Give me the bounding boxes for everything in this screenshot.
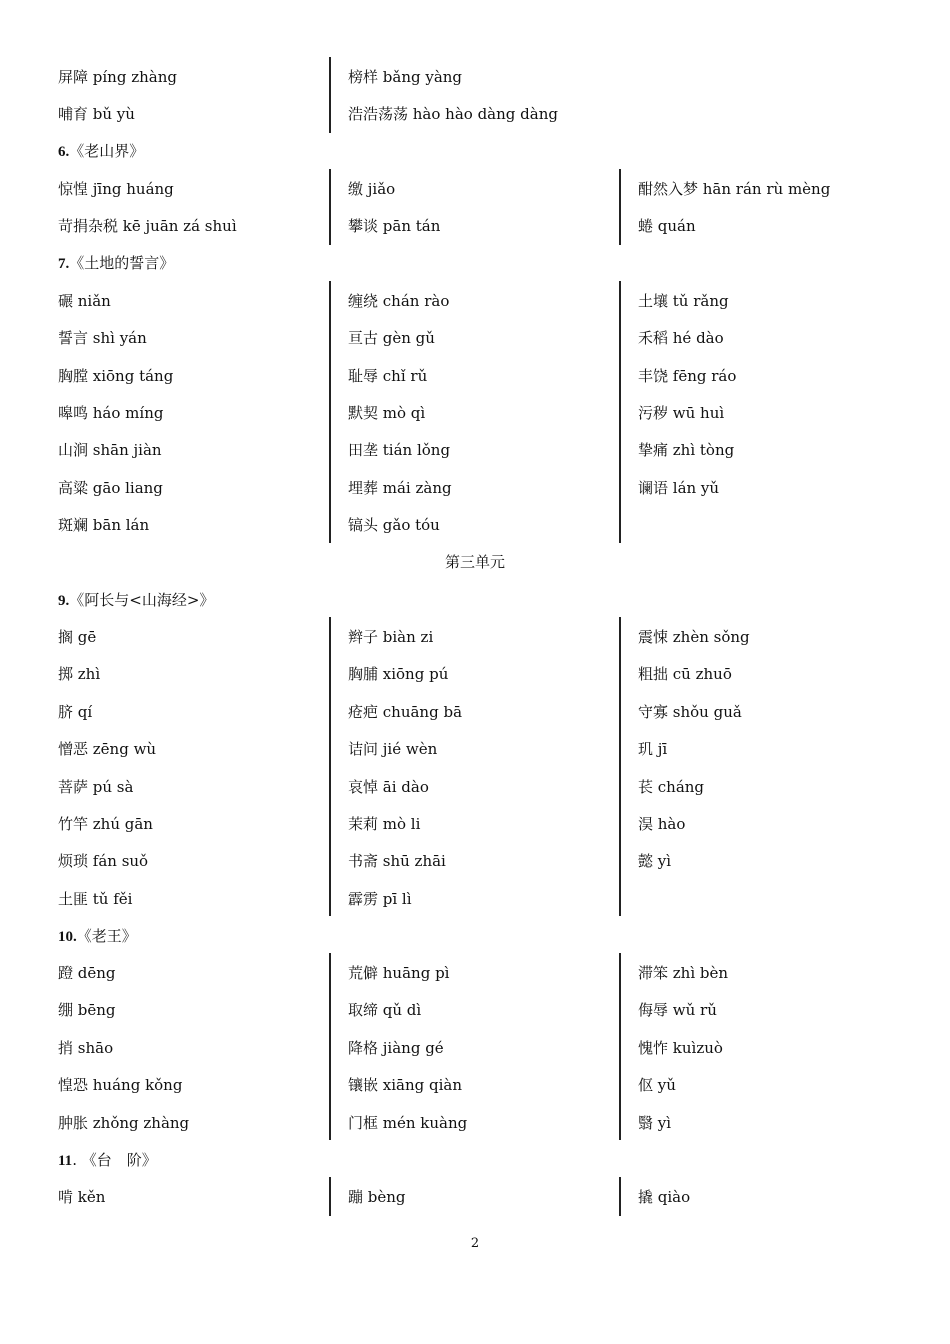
- column-divider: [619, 169, 621, 245]
- vocab-item: 高粱 gāo liang: [58, 479, 163, 497]
- unit-title: 第三单元: [444, 553, 505, 571]
- vocab-item: 霹雳 pī lì: [348, 890, 412, 908]
- vocab-item: 耻辱 chǐ rǔ: [348, 367, 428, 385]
- vocab-item: 禾稻 hé dào: [638, 329, 724, 347]
- vocab-item: 污秽 wū huì: [638, 404, 725, 422]
- lesson-number: 6.: [58, 144, 70, 160]
- vocab-item: 镶嵌 xiāng qiàn: [348, 1076, 463, 1094]
- vocab-item: 菩萨 pú sà: [58, 778, 134, 796]
- vocab-item: 竹竿 zhú gān: [58, 815, 153, 833]
- vocab-item: 荒僻 huāng pì: [348, 964, 450, 982]
- lesson-title: 《土地的誓言》: [69, 254, 175, 272]
- vocab-item: 苌 cháng: [638, 778, 705, 796]
- vocab-item: 攀谈 pān tán: [348, 217, 441, 235]
- vocab-item: 守寡 shǒu guǎ: [638, 703, 742, 721]
- lesson-number: 10.: [58, 929, 77, 945]
- lesson-title: 《老山界》: [69, 142, 145, 160]
- vocab-item: 烦琐 fán suǒ: [58, 852, 149, 870]
- vocab-item: 榜样 bǎng yàng: [348, 68, 463, 86]
- lesson-number: 7.: [58, 256, 70, 272]
- lesson-title: 《老王》: [76, 927, 137, 945]
- vocab-item: 苛捐杂税 kē juān zá shuì: [58, 217, 237, 235]
- vocab-item: 碾 niǎn: [58, 292, 111, 310]
- column-divider: [329, 953, 331, 1140]
- vocab-item: 蜷 quán: [638, 217, 696, 235]
- vocab-item: 辫子 biàn zi: [348, 628, 434, 646]
- lesson-heading: [58, 253, 174, 274]
- lesson-heading: [58, 1150, 157, 1171]
- lesson-heading: [58, 926, 137, 947]
- vocab-item: 降格 jiàng gé: [348, 1039, 444, 1057]
- lesson-number: 9.: [58, 593, 70, 609]
- vocab-item: 伛 yǔ: [638, 1076, 676, 1094]
- column-divider: [619, 281, 621, 543]
- vocab-item: 憎恶 zēng wù: [58, 740, 157, 758]
- vocab-item: 侮辱 wǔ rǔ: [638, 1001, 717, 1019]
- vocab-item: 土壤 tǔ rǎng: [638, 292, 729, 310]
- vocab-item: 震悚 zhèn sǒng: [638, 628, 750, 646]
- vocab-item: 斑斓 bān lán: [58, 516, 150, 534]
- column-divider: [329, 169, 331, 245]
- vocab-item: 誓言 shì yán: [58, 329, 147, 347]
- vocab-item: 粗拙 cū zhuō: [638, 665, 732, 683]
- vocab-item: 掷 zhì: [58, 665, 101, 683]
- vocab-item: 茉莉 mò li: [348, 815, 421, 833]
- vocab-item: 丰饶 fēng ráo: [638, 367, 737, 385]
- lesson-number: 11: [58, 1153, 73, 1169]
- column-divider: [619, 953, 621, 1140]
- column-divider: [329, 281, 331, 543]
- vocab-item: 脐 qí: [58, 703, 93, 721]
- vocab-item: 屏障 píng zhàng: [58, 68, 177, 86]
- vocab-item: 蹬 dēng: [58, 964, 116, 982]
- vocab-item: 缴 jiǎo: [348, 180, 396, 198]
- vocab-item: 懿 yì: [638, 852, 672, 870]
- lesson-heading: [58, 141, 144, 162]
- vocab-item: 哺育 bǔ yù: [58, 105, 135, 123]
- vocab-item: 胸膛 xiōng táng: [58, 367, 174, 385]
- vocab-item: 惊惶 jīng huáng: [58, 180, 174, 198]
- vocab-item: 门框 mén kuàng: [348, 1114, 468, 1132]
- vocab-item: 搁 gē: [58, 628, 97, 646]
- column-divider: [619, 617, 621, 916]
- vocab-item: 胸脯 xiōng pú: [348, 665, 449, 683]
- column-divider: [329, 617, 331, 916]
- vocab-item: 捎 shāo: [58, 1039, 114, 1057]
- vocab-item: 挚痛 zhì tòng: [638, 441, 735, 459]
- vocab-item: 亘古 gèn gǔ: [348, 329, 435, 347]
- vocab-item: 诘问 jié wèn: [348, 740, 438, 758]
- vocab-item: 淏 hào: [638, 815, 686, 833]
- vocab-item: 玑 jī: [638, 740, 668, 758]
- vocab-item: 滞笨 zhì bèn: [638, 964, 729, 982]
- vocab-item: 蹦 bèng: [348, 1188, 406, 1206]
- lesson-title: 《阿长与<山海经>》: [69, 591, 215, 609]
- vocab-item: 镐头 gǎo tóu: [348, 516, 440, 534]
- vocab-item: 土匪 tǔ fěi: [58, 890, 133, 908]
- vocab-item: 埋葬 mái zàng: [348, 479, 452, 497]
- vocab-item: 愧怍 kuìzuò: [638, 1039, 723, 1057]
- column-divider: [619, 1177, 621, 1216]
- vocab-item: 嗥鸣 háo míng: [58, 404, 164, 422]
- vocab-item: 取缔 qǔ dì: [348, 1001, 422, 1019]
- vocab-item: 翳 yì: [638, 1114, 672, 1132]
- lesson-heading: [58, 590, 214, 611]
- vocab-item: 田垄 tián lǒng: [348, 441, 451, 459]
- vocab-item: 惶恐 huáng kǒng: [58, 1076, 183, 1094]
- vocab-item: 撬 qiào: [638, 1188, 691, 1206]
- vocab-item: 山涧 shān jiàn: [58, 441, 162, 459]
- vocab-item: 浩浩荡荡 hào hào dàng dàng: [348, 105, 558, 123]
- column-divider: [329, 1177, 331, 1216]
- column-divider: [329, 57, 331, 133]
- vocab-item: 啃 kěn: [58, 1188, 106, 1206]
- vocab-item: 书斋 shū zhāi: [348, 852, 446, 870]
- vocab-item: 默契 mò qì: [348, 404, 426, 422]
- vocab-item: 缠绕 chán rào: [348, 292, 450, 310]
- vocab-item: 酣然入梦 hān rán rù mèng: [638, 180, 831, 198]
- vocab-item: 哀悼 āi dào: [348, 778, 429, 796]
- vocab-item: 肿胀 zhǒng zhàng: [58, 1114, 190, 1132]
- vocab-item: 绷 bēng: [58, 1001, 116, 1019]
- vocab-item: 疮疤 chuāng bā: [348, 703, 463, 721]
- vocab-item: 谰语 lán yǔ: [638, 479, 720, 497]
- lesson-title: . 《台 阶》: [72, 1151, 157, 1169]
- page-number: 2: [470, 1236, 480, 1251]
